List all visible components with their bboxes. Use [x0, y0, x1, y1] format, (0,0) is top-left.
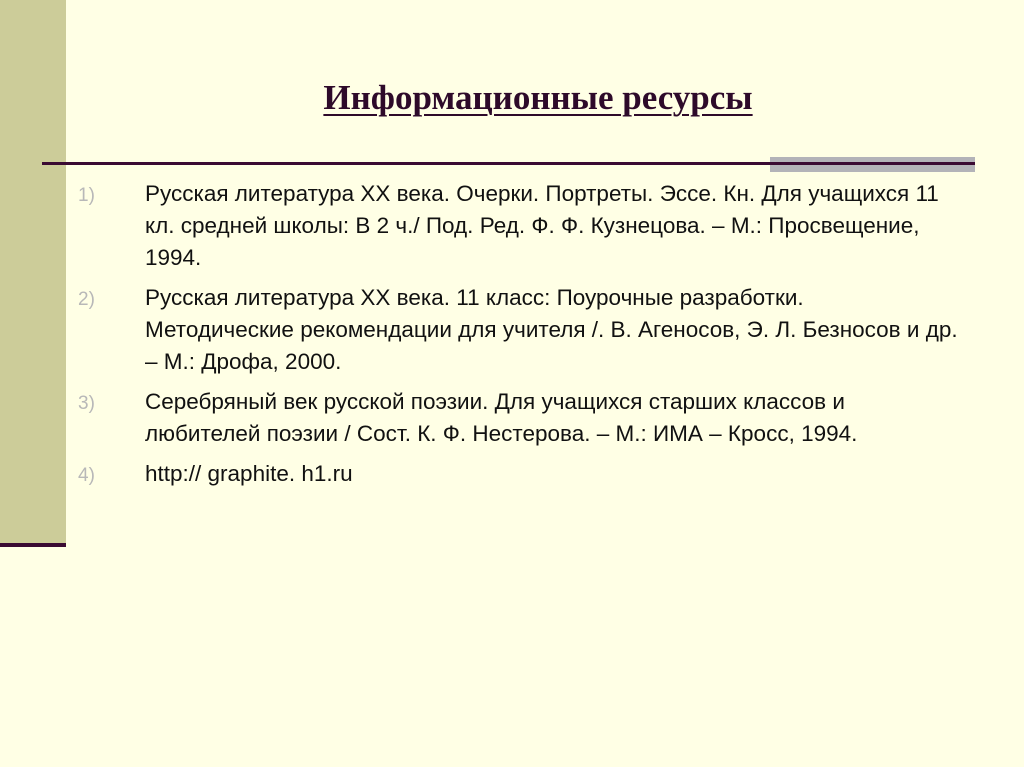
item-text: Русская литература XX века. Очерки. Портреты. Эссе. Кн. Для учащихся 11 кл. средней школы: В 2 ч./ Под. Ред. Ф. Ф. Кузнецова. – М.: Просвещение, 1994. — [145, 181, 939, 270]
list-item — [78, 386, 958, 450]
title-divider — [42, 162, 975, 165]
item-number: 1) — [78, 185, 95, 206]
slide-title: Информационные ресурсы — [323, 78, 753, 117]
list-item — [78, 458, 958, 492]
item-link: http:// graphite. h1.ru — [145, 461, 353, 486]
sidebar-underline — [0, 543, 66, 547]
item-number: 3) — [78, 393, 95, 414]
list-item — [78, 282, 958, 378]
item-text: Русская литература XX века. 11 класс: Поурочные разработки. Методические рекомендации для учителя /. В. Агеносов, Э. Л. Безносов и др. – М.: Дрофа, 2000. — [145, 285, 958, 374]
item-number: 4) — [78, 465, 95, 486]
resource-list — [78, 178, 958, 500]
item-number: 2) — [78, 289, 95, 310]
list-item — [78, 178, 958, 274]
item-text: Серебряный век русской поэзии. Для учащихся старших классов и любителей поэзии / Сост. К. Ф. Нестерова. – М.: ИМА – Кросс, 1994. — [145, 389, 858, 446]
